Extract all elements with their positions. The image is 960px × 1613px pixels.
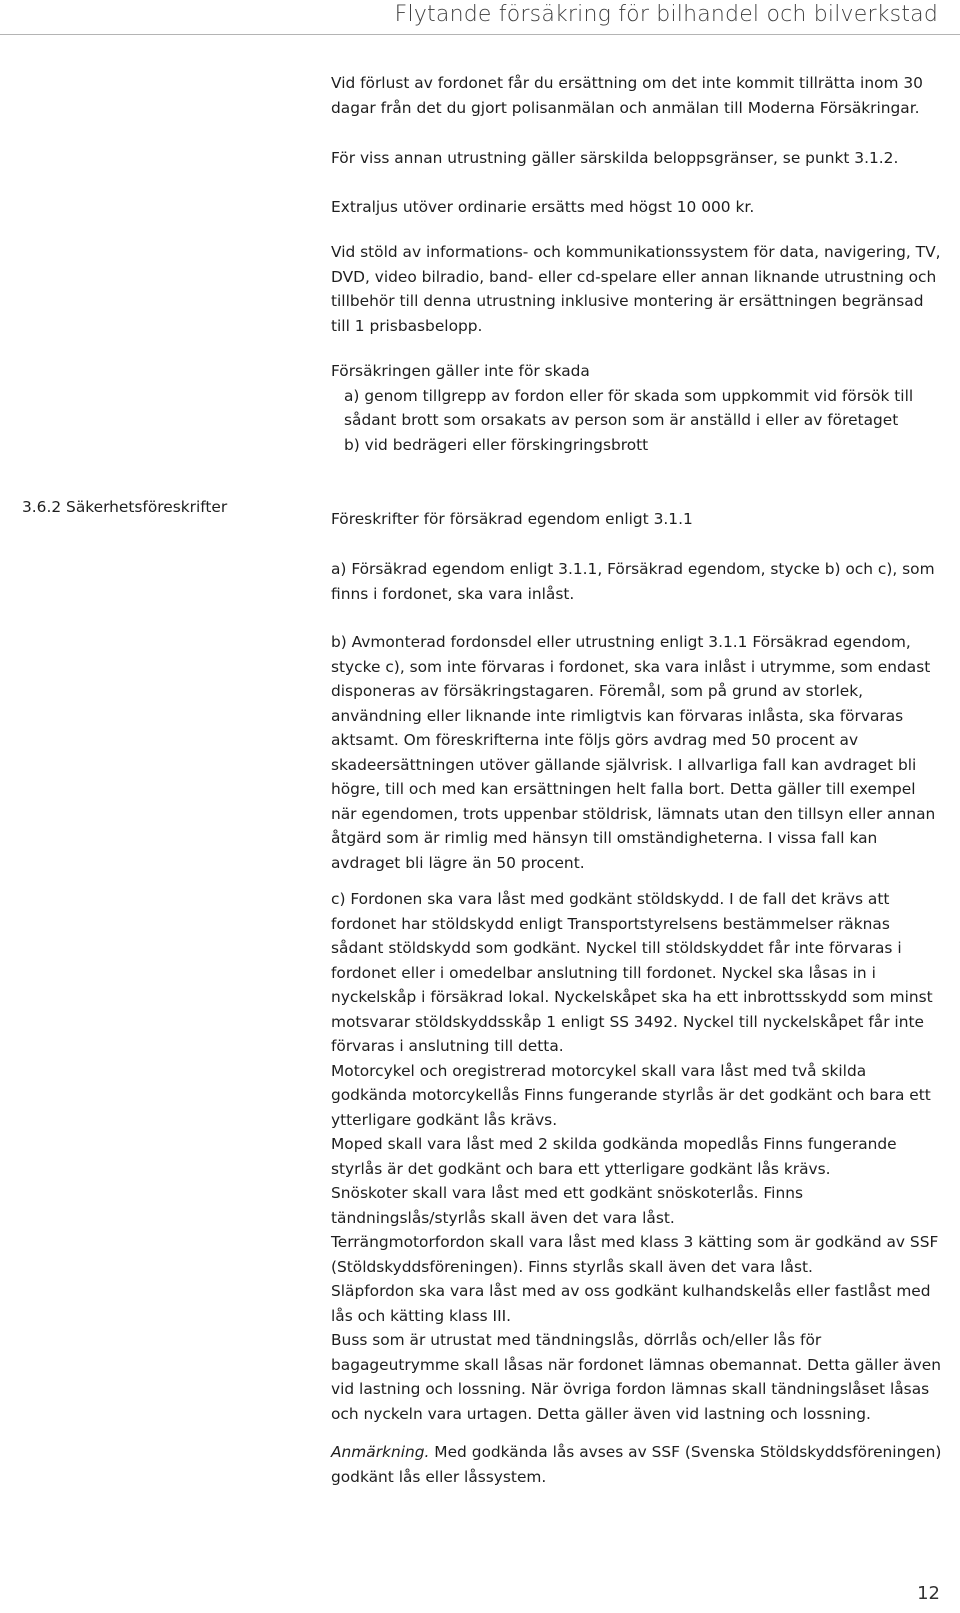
rules-intro: Föreskrifter för försäkrad egendom enligt 3.1.1 (331, 510, 693, 528)
note-text: Med godkända lås avses av SSF (Svenska Stöldskyddsföreningen) godkänt lås eller låssystem. (331, 1443, 942, 1486)
rule-a: a) Försäkrad egendom enligt 3.1.1, Försäkrad egendom, stycke b) och c), som finns i fordonet, ska vara inlåst. (331, 560, 935, 603)
rule-b: b) Avmonterad fordonsdel eller utrustning enligt 3.1.1 Försäkrad egendom, stycke c), som inte förvaras i fordonet, ska vara inlåst i utrymme, som endast disponeras av försäkringstagaren. Föremål, som på grund av storlek, användning eller liknande inte rimligtvis kan förvaras inlåsta, ska förvaras aktsamt. Om föreskrifterna inte följs görs avdrag med 50 procent av skadeersättningen utöver gällande självrisk. I allvarliga fall kan avdraget bli högre, till och med kan ersättningen helt falla bort. Detta gäller till exempel när egendomen, trots uppenbar stöldrisk, lämnats utan den tillsyn eller annan åtgärd som är rimlig med hänsyn till omständigheterna. I vissa fall kan avdraget bli lägre än 50 procent. (331, 633, 936, 872)
section-heading: 3.6.2 Säkerhetsföreskrifter (22, 498, 228, 516)
page-header-title: Flytande försäkring för bilhandel och bilverkstad (394, 2, 938, 27)
exclusions-intro: Försäkringen gäller inte för skada (331, 362, 590, 380)
rule-a-block (331, 557, 945, 606)
note-paragraph (331, 1440, 945, 1489)
exclusion-b: b) vid bedrägeri eller förskingringsbrott (344, 435, 649, 454)
rule-b-block (331, 630, 945, 875)
snowmobile-rule: Snöskoter skall vara låst med ett godkänt snöskoterlås. Finns tändningslås/styrlås skall även det vara låst. (331, 1184, 803, 1227)
exclusion-a: a) genom tillgrepp av fordon eller för skada som uppkommit vid försök till sådant brott som orsakats av person som är anställd i eller av företaget (344, 386, 914, 429)
electronics-paragraph (331, 240, 945, 338)
rule-c-block (331, 887, 945, 1426)
note-block (331, 1440, 945, 1489)
rules-intro-block (331, 507, 945, 532)
trailer-rule: Släpfordon ska vara låst med av oss godkänt kulhandskelås eller fastlåst med lås och kätting klass III. (331, 1282, 931, 1325)
loss-compensation-paragraph (331, 71, 945, 120)
header-divider (0, 34, 960, 35)
paragraph-amount-limits: För viss annan utrustning gäller särskilda beloppsgränser, se punkt 3.1.2. (331, 149, 899, 167)
moped-rule: Moped skall vara låst med 2 skilda godkända mopedlås Finns fungerande styrlås är det godkänt och bara ett ytterligare godkänt lås krävs. (331, 1135, 897, 1178)
extra-lights-paragraph (331, 195, 945, 220)
terrain-vehicle-rule: Terrängmotorfordon skall vara låst med klass 3 kätting som är godkänd av SSF (Stöldskyddsföreningen). Finns styrlås skall även det vara låst. (331, 1233, 939, 1276)
note-label: Anmärkning. (331, 1443, 430, 1461)
page-number: 12 (917, 1583, 940, 1604)
motorcycle-rule: Motorcykel och oregistrerad motorcykel skall vara låst med två skilda godkända motorcykellås Finns fungerande styrlås är det godkänt och bara ett ytterligare godkänt lås krävs. (331, 1061, 931, 1129)
amount-limits-paragraph (331, 146, 945, 171)
paragraph-electronics: Vid stöld av informations- och kommunikationssystem för data, navigering, TV, DVD, video bilradio, band- eller cd-spelare eller annan liknande utrustning och tillbehör till denna utrustning inklusive montering är ersättningen begränsad till 1 prisbasbelopp. (331, 243, 941, 335)
paragraph-loss: Vid förlust av fordonet får du ersättning om det inte kommit tillrätta inom 30 dagar från det du gjort polisanmälan och anmälan till Moderna Försäkringar. (331, 74, 923, 117)
bus-rule: Buss som är utrustat med tändningslås, dörrlås och/eller lås för bagageutrymme skall låsas när fordonet lämnas obemannat. Detta gäller även vid lastning och lossning. När övriga fordon lämnas skall tändningslåset låsas och nyckeln vara urtagen. Detta gäller även vid lastning och lossning. (331, 1331, 941, 1423)
paragraph-extra-lights: Extraljus utöver ordinarie ersätts med högst 10 000 kr. (331, 198, 755, 216)
exclusions-block (331, 359, 945, 457)
rule-c: c) Fordonen ska vara låst med godkänt stöldskydd. I de fall det krävs att fordonet har stöldskydd enligt Transportstyrelsens bestämmelser räknas sådant stöldskydd som godkänt. Nyckel till stöldskyddet får inte förvaras i fordonet eller i omedelbar anslutning till fordonet. Nyckel ska låsas in i nyckelskåp i försäkrad lokal. Nyckelskåpet ska ha ett inbrottsskydd som minst motsvarar stöldskyddsskåp 1 enligt SS 3492. Nyckel till nyckelskåpet får inte förvaras i anslutning till detta. (331, 890, 933, 1055)
